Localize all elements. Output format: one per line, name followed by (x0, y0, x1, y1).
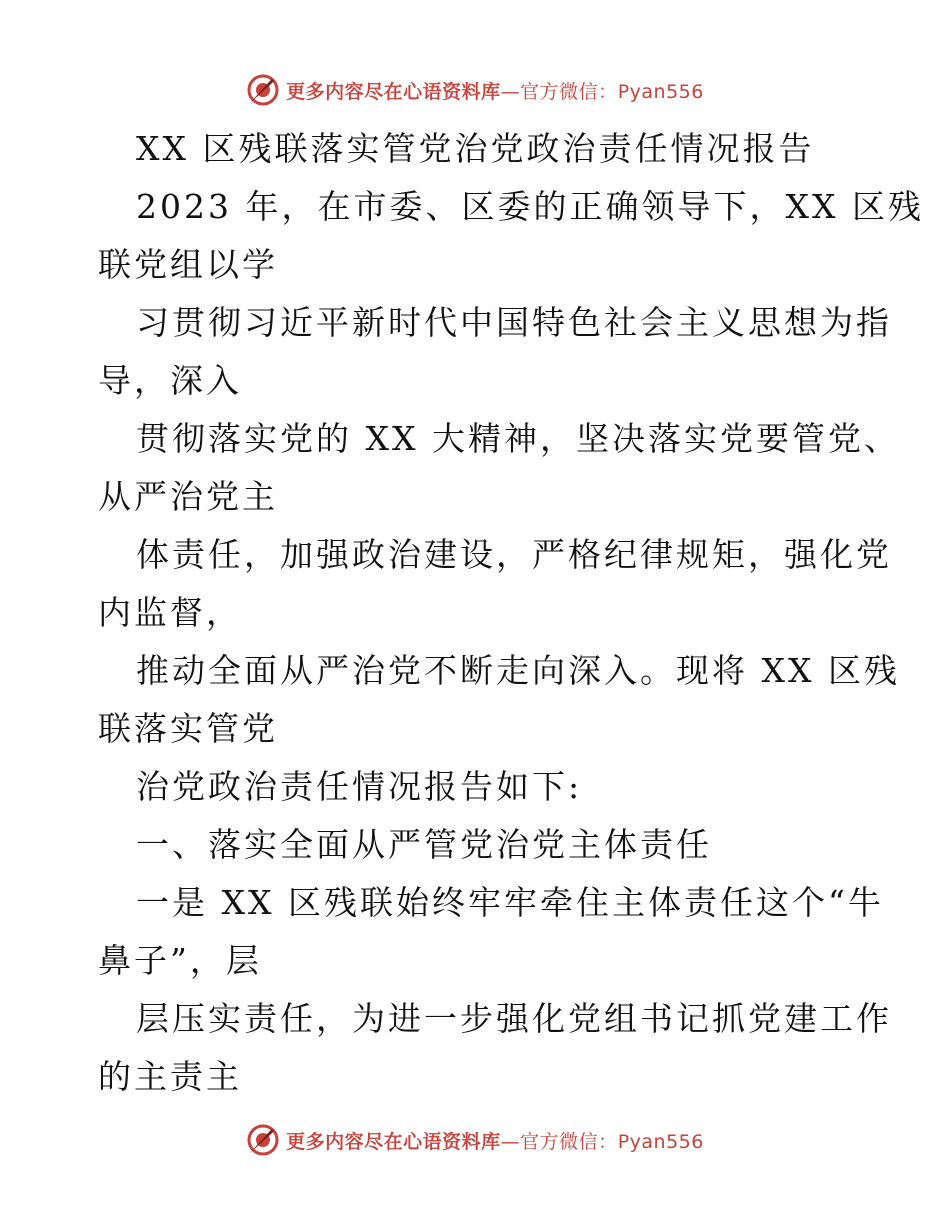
document-line: 导，深入 (98, 361, 242, 400)
feather-pen-logo-icon (246, 73, 280, 107)
footer-watermark-banner (0, 1120, 950, 1160)
banner-contact-id: Pyan556 (617, 80, 704, 103)
banner-dash: — (500, 1130, 521, 1153)
document-line: 一、落实全面从严管党治党主体责任 (136, 825, 712, 864)
document-line: 联落实管党 (98, 709, 278, 748)
document-line: 贯彻落实党的 XX 大精神，坚决落实党要管党、 (136, 419, 900, 458)
document-line: 从严治党主 (98, 477, 278, 516)
document-line: 鼻子”，层 (98, 941, 262, 980)
banner-dash: — (500, 80, 521, 103)
feather-pen-logo-icon (246, 1123, 280, 1157)
banner-contact-label: 官方微信： (520, 80, 618, 103)
banner-contact-id: Pyan556 (617, 1130, 704, 1153)
banner-main-text: 更多内容尽在心语资料库 (286, 1130, 501, 1153)
banner-text (286, 1127, 704, 1154)
banner-contact-label: 官方微信： (520, 1130, 618, 1153)
document-line: XX 区残联落实管党治党政治责任情况报告 (136, 129, 815, 168)
document-line: 推动全面从严治党不断走向深入。现将 XX 区残 (136, 651, 900, 690)
document-line: 治党政治责任情况报告如下: (136, 767, 583, 806)
document-line: 一是 XX 区残联始终牢牢牵住主体责任这个“牛 (136, 883, 884, 922)
banner-text (286, 77, 704, 104)
document-body (98, 120, 924, 1106)
document-line: 的主责主 (98, 1057, 242, 1096)
document-line: 内监督， (98, 593, 242, 632)
document-line: 联党组以学 (98, 245, 278, 284)
document-line: 2023 年，在市委、区委的正确领导下，XX 区残 (136, 187, 924, 226)
banner-main-text: 更多内容尽在心语资料库 (286, 80, 501, 103)
document-line: 层压实责任，为进一步强化党组书记抓党建工作 (136, 999, 892, 1038)
document-line: 习贯彻习近平新时代中国特色社会主义思想为指 (136, 303, 892, 342)
document-line: 体责任，加强政治建设，严格纪律规矩，强化党 (136, 535, 892, 574)
header-watermark-banner (0, 70, 950, 110)
